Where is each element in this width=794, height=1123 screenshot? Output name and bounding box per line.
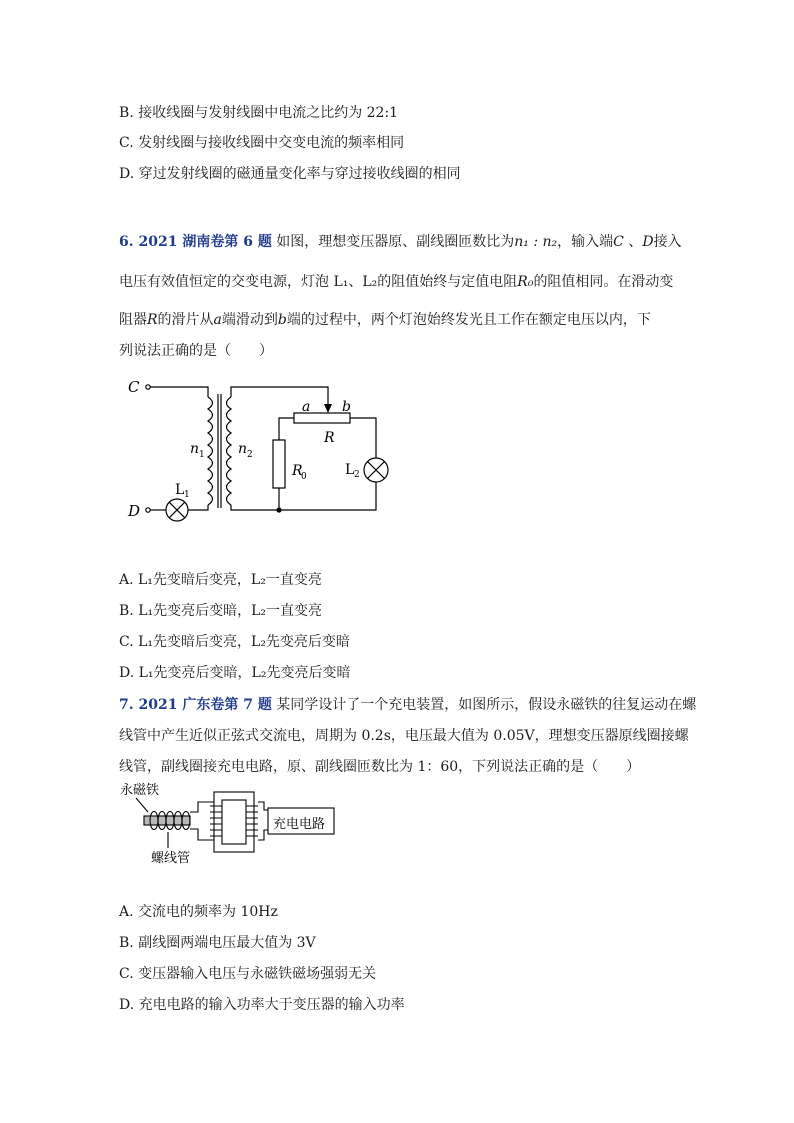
q6-circuit-figure [118, 370, 398, 534]
q6-option-a: A. L₁先变暗后变亮，L₂一直变亮 [119, 572, 322, 588]
q5-option-b: B. 接收线圈与发射线圈中电流之比约为 22:1 [119, 105, 399, 121]
q6-stem3-b: 的滑片从 [157, 312, 214, 328]
q6-stem3-end-a: a [213, 312, 222, 328]
q6-stem2-a: 电压有效值恒定的交变电源，灯泡 L₁、L₂的阻值始终与定值电阻 [119, 274, 518, 290]
q6-stem2-r0: R₀ [517, 274, 534, 290]
q6-option-d: D. L₁先变亮后变暗，L₂先变亮后变暗 [119, 665, 351, 681]
q6-stem1-a: 如图，理想变压器原、副线圈匝数比为 [276, 234, 515, 250]
r0-subscript: 0 [301, 472, 307, 482]
q6-stem-line2 [119, 272, 673, 292]
q6-stem2-b: 的阻值相同。在滑动变 [533, 274, 674, 290]
magnet-label: 永磁铁 [120, 783, 160, 798]
q6-stem1-b: ，输入端 [557, 234, 614, 250]
q6-stem1-c: 接入 [653, 234, 682, 250]
q6-option-b: B. L₁先变亮后变暗，L₂一直变亮 [119, 603, 323, 619]
q6-stem-line4: 列说法正确的是（ ） [119, 343, 273, 359]
q5-option-d: D. 穿过发射线圈的磁通量变化率与穿过接收线圈的相同 [119, 166, 461, 182]
solenoid-label: 螺线管 [151, 851, 191, 866]
n2-subscript: 2 [247, 450, 253, 460]
q6-heading: 6. 2021 湖南卷第 6 题 [119, 234, 272, 250]
q6-stem3-r: R [147, 312, 158, 328]
n1-subscript: 1 [199, 450, 205, 460]
l1-subscript: 1 [184, 490, 190, 500]
slider-end-b-label: b [342, 399, 351, 415]
lamp-l1-label: L [175, 482, 185, 498]
q6-stem-line3 [119, 310, 651, 330]
q7-charger-figure [118, 778, 358, 872]
n1-label: n [190, 441, 200, 457]
charger-label: 充电电路 [273, 817, 326, 832]
q5-option-c: C. 发射线圈与接收线圈中交变电流的频率相同 [119, 135, 405, 151]
slider-end-a-label: a [302, 399, 311, 415]
q6-terminal-c: C [613, 234, 624, 250]
q7-stem-line3: 线管，副线圈接充电电路，原、副线圈匝数比为 1：60，下列说法正确的是（ ） [119, 759, 641, 775]
n2-label: n [238, 441, 248, 457]
q6-option-c: C. L₁先变暗后变亮，L₂先变亮后变暗 [119, 634, 350, 650]
l2-subscript: 2 [354, 470, 360, 480]
q7-heading: 7. 2021 广东卷第 7 题 [119, 697, 272, 713]
q6-ratio: n₁ : n₂ [514, 234, 558, 250]
q7-option-c: C. 变压器输入电压与永磁铁磁场强弱无关 [119, 966, 377, 982]
q6-stem3-a: 阻器 [119, 312, 147, 328]
terminal-c-label: C [128, 378, 140, 396]
q7-stem-line2: 线管中产生近似正弦式交流电，周期为 0.2s，电压最大值为 0.05V，理想变压器原线圈接螺 [119, 728, 689, 744]
terminal-d-label: D [128, 502, 141, 520]
r0-label: R [292, 463, 303, 479]
lamp-l2-label: L [345, 462, 355, 478]
q7-option-b: B. 副线圈两端电压最大值为 3V [119, 935, 316, 951]
q6-stem3-end-b: b [277, 312, 287, 328]
q6-stem1-sep: 、 [623, 234, 643, 250]
q6-stem3-d: 端的过程中，两个灯泡始终发光且工作在额定电压以内，下 [286, 312, 651, 328]
q6-stem-line1 [119, 232, 682, 252]
q6-stem3-c: 端滑动到 [221, 312, 278, 328]
q7-stem1: 某同学设计了一个充电装置，如图所示，假设永磁铁的往复运动在螺 [276, 697, 697, 713]
q7-option-a: A. 交流电的频率为 10Hz [119, 904, 278, 920]
q7-stem-line1 [119, 695, 696, 715]
rheostat-r-label: R [324, 430, 335, 446]
q7-option-d: D. 充电电路的输入功率大于变压器的输入功率 [119, 997, 405, 1013]
q6-terminal-d: D [642, 234, 654, 250]
